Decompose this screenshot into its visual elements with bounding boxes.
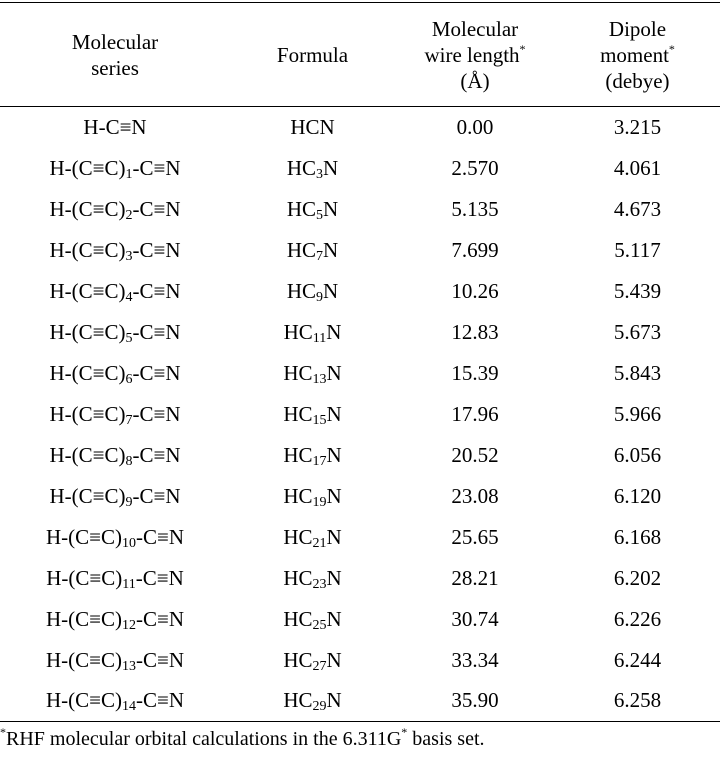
header-text: Molecular <box>431 16 519 41</box>
header-wire-length <box>395 3 555 107</box>
text-part: H-(C≡C) <box>49 319 126 344</box>
text-part: HC <box>283 360 313 385</box>
text-part: HC <box>283 647 313 672</box>
footnote-mark: * <box>519 41 526 56</box>
cell-dipole-moment: 4.061 <box>613 155 662 180</box>
header-text: series <box>91 55 139 80</box>
footnote <box>0 725 485 751</box>
cell-wire-length: 20.52 <box>451 442 499 467</box>
cell-dipole-moment: 6.244 <box>613 647 662 672</box>
text-part: H-(C≡C) <box>45 524 122 549</box>
cell-formula <box>230 148 395 189</box>
cell-formula <box>230 107 395 148</box>
text-part: H-C≡N <box>83 114 147 139</box>
subscript: 6 <box>125 371 133 387</box>
cell-wire-length: 7.699 <box>451 237 499 262</box>
text-part: HC <box>286 278 316 303</box>
text-part: H-(C≡C) <box>46 565 123 590</box>
text-part: HCN <box>290 114 335 139</box>
text-part: H-(C≡C) <box>49 483 126 508</box>
text-part: N <box>326 524 342 549</box>
cell-molecular-series <box>0 107 230 148</box>
cell-molecular-series <box>0 271 230 312</box>
header-unit: (Å) <box>460 68 490 93</box>
text-part: N <box>326 606 342 631</box>
text-part: HC <box>283 401 313 426</box>
table-body <box>0 107 720 722</box>
subscript: 10 <box>122 535 136 551</box>
cell-formula <box>230 599 395 640</box>
text-part: N <box>323 196 339 221</box>
cell-formula <box>230 517 395 558</box>
cell-dipole-moment: 6.056 <box>613 442 662 467</box>
subscript: 7 <box>316 248 323 264</box>
text-part: N <box>326 360 342 385</box>
cell-wire-length: 10.26 <box>451 278 499 303</box>
cell-molecular-series <box>0 353 230 394</box>
subscript: 12 <box>122 617 136 633</box>
text-part: H-(C≡C) <box>49 278 126 303</box>
cell-formula <box>230 189 395 230</box>
cell-molecular-series <box>0 681 230 722</box>
table-row <box>0 107 720 148</box>
cell-formula <box>230 394 395 435</box>
header-unit: (debye) <box>605 68 670 93</box>
text-part: HC <box>283 319 313 344</box>
text-part: -C≡N <box>136 524 185 549</box>
text-part: -C≡N <box>132 196 181 221</box>
cell-formula <box>230 640 395 681</box>
header-molecular-series <box>0 3 230 107</box>
cell-molecular-series <box>0 230 230 271</box>
text-part: H-(C≡C) <box>45 647 122 672</box>
cell-molecular-series <box>0 148 230 189</box>
text-part: N <box>323 155 339 180</box>
cell-molecular-series <box>0 558 230 599</box>
subscript: 7 <box>125 412 133 428</box>
subscript: 11 <box>312 330 327 346</box>
cell-wire-length: 5.135 <box>451 196 499 221</box>
text-part: H-(C≡C) <box>49 442 126 467</box>
cell-wire-length: 17.96 <box>451 401 499 426</box>
subscript: 5 <box>125 330 133 346</box>
subscript: 9 <box>125 494 133 510</box>
cell-wire-length: 0.00 <box>456 114 494 139</box>
subscript: 13 <box>312 371 327 387</box>
subscript: 3 <box>316 166 323 182</box>
table-row <box>0 148 720 189</box>
cell-dipole-moment: 6.168 <box>613 524 662 549</box>
text-part: N <box>326 442 342 467</box>
cell-wire-length: 12.83 <box>451 319 499 344</box>
text-part: -C≡N <box>132 319 181 344</box>
footnote-mark: * <box>668 41 675 56</box>
cell-molecular-series <box>0 394 230 435</box>
header-text: Molecular <box>71 29 159 54</box>
text-part: N <box>326 565 342 590</box>
cell-wire-length: 28.21 <box>451 565 499 590</box>
text-part: HC <box>283 483 313 508</box>
subscript: 3 <box>125 248 133 264</box>
text-part: N <box>326 688 342 713</box>
subscript: 4 <box>125 289 133 305</box>
table-row <box>0 230 720 271</box>
header-text: moment <box>600 42 669 67</box>
footnote-mark: * <box>401 725 408 739</box>
cell-molecular-series <box>0 476 230 517</box>
text-part: N <box>326 401 342 426</box>
cell-dipole-moment: 6.226 <box>613 606 662 631</box>
text-part: N <box>323 237 339 262</box>
subscript: 29 <box>312 699 327 715</box>
cell-wire-length: 23.08 <box>451 483 499 508</box>
cell-wire-length: 30.74 <box>451 606 499 631</box>
text-part: HC <box>286 237 316 262</box>
text-part: -C≡N <box>132 483 181 508</box>
cell-formula <box>230 558 395 599</box>
text-part: -C≡N <box>136 606 185 631</box>
cell-molecular-series <box>0 435 230 476</box>
header-text: wire length <box>424 42 520 67</box>
subscript: 11 <box>122 576 136 592</box>
table-row <box>0 599 720 640</box>
text-part: HC <box>283 442 313 467</box>
header-formula <box>230 3 395 107</box>
cell-wire-length: 25.65 <box>451 524 499 549</box>
text-part: HC <box>286 155 316 180</box>
table-row <box>0 394 720 435</box>
header-text: Dipole <box>608 16 667 41</box>
text-part: H-(C≡C) <box>49 360 126 385</box>
text-part: -C≡N <box>132 401 181 426</box>
cell-dipole-moment: 6.202 <box>613 565 662 590</box>
cell-dipole-moment: 5.843 <box>613 360 662 385</box>
subscript: 14 <box>122 699 136 715</box>
table-row <box>0 517 720 558</box>
cell-formula <box>230 681 395 722</box>
footnote-text: RHF molecular orbital calculations in the 6.311G <box>6 728 402 750</box>
table-row <box>0 271 720 312</box>
table-row <box>0 681 720 722</box>
footnote-mark: * <box>0 725 6 739</box>
text-part: H-(C≡C) <box>49 155 126 180</box>
cell-molecular-series <box>0 189 230 230</box>
cell-dipole-moment: 5.673 <box>613 319 662 344</box>
text-part: H-(C≡C) <box>49 196 126 221</box>
table-row <box>0 476 720 517</box>
header-text: Formula <box>276 42 349 67</box>
text-part: HC <box>283 524 313 549</box>
table-row <box>0 640 720 681</box>
cell-formula <box>230 476 395 517</box>
text-part: H-(C≡C) <box>49 401 126 426</box>
cell-molecular-series <box>0 517 230 558</box>
subscript: 1 <box>125 166 133 182</box>
cell-formula <box>230 271 395 312</box>
cell-molecular-series <box>0 312 230 353</box>
text-part: -C≡N <box>132 155 181 180</box>
subscript: 19 <box>312 494 327 510</box>
header-dipole-moment <box>555 3 720 107</box>
cell-wire-length: 35.90 <box>395 681 555 722</box>
text-part: H-(C≡C) <box>45 688 122 713</box>
subscript: 8 <box>125 453 133 469</box>
cell-dipole-moment: 3.215 <box>613 114 662 139</box>
text-part: -C≡N <box>132 360 181 385</box>
subscript: 27 <box>312 658 327 674</box>
cell-wire-length: 2.570 <box>451 155 499 180</box>
cell-dipole-moment: 6.258 <box>555 681 720 722</box>
table-row <box>0 558 720 599</box>
cell-formula <box>230 435 395 476</box>
subscript: 13 <box>122 658 136 674</box>
cell-formula <box>230 312 395 353</box>
cell-wire-length: 33.34 <box>451 647 499 672</box>
table-header <box>0 3 720 107</box>
text-part: N <box>326 319 342 344</box>
text-part: H-(C≡C) <box>49 237 126 262</box>
cell-dipole-moment: 4.673 <box>613 196 662 221</box>
cell-dipole-moment: 5.439 <box>613 278 662 303</box>
text-part: -C≡N <box>132 278 181 303</box>
text-part: -C≡N <box>135 565 184 590</box>
cell-wire-length: 15.39 <box>451 360 499 385</box>
text-part: HC <box>286 196 316 221</box>
subscript: 21 <box>312 535 327 551</box>
text-part: HC <box>283 606 313 631</box>
text-part: -C≡N <box>136 647 185 672</box>
text-part: HC <box>283 688 313 713</box>
cell-molecular-series <box>0 599 230 640</box>
subscript: 15 <box>312 412 327 428</box>
footnote-text: basis set. <box>407 728 485 750</box>
cell-molecular-series <box>0 640 230 681</box>
table-row <box>0 353 720 394</box>
text-part: -C≡N <box>132 237 181 262</box>
table-row <box>0 189 720 230</box>
subscript: 2 <box>125 207 133 223</box>
text-part: H-(C≡C) <box>45 606 122 631</box>
subscript: 9 <box>316 289 323 305</box>
data-table <box>0 2 720 722</box>
cell-formula <box>230 353 395 394</box>
subscript: 23 <box>312 576 327 592</box>
table-row <box>0 312 720 353</box>
cell-formula <box>230 230 395 271</box>
table-row <box>0 435 720 476</box>
text-part: N <box>326 647 342 672</box>
text-part: -C≡N <box>132 442 181 467</box>
text-part: N <box>326 483 342 508</box>
subscript: 5 <box>316 207 323 223</box>
text-part: HC <box>283 565 313 590</box>
cell-dipole-moment: 5.117 <box>614 237 661 262</box>
subscript: 17 <box>312 453 327 469</box>
text-part: -C≡N <box>136 688 185 713</box>
subscript: 25 <box>312 617 327 633</box>
cell-dipole-moment: 5.966 <box>613 401 662 426</box>
cell-dipole-moment: 6.120 <box>613 483 662 508</box>
text-part: N <box>323 278 339 303</box>
